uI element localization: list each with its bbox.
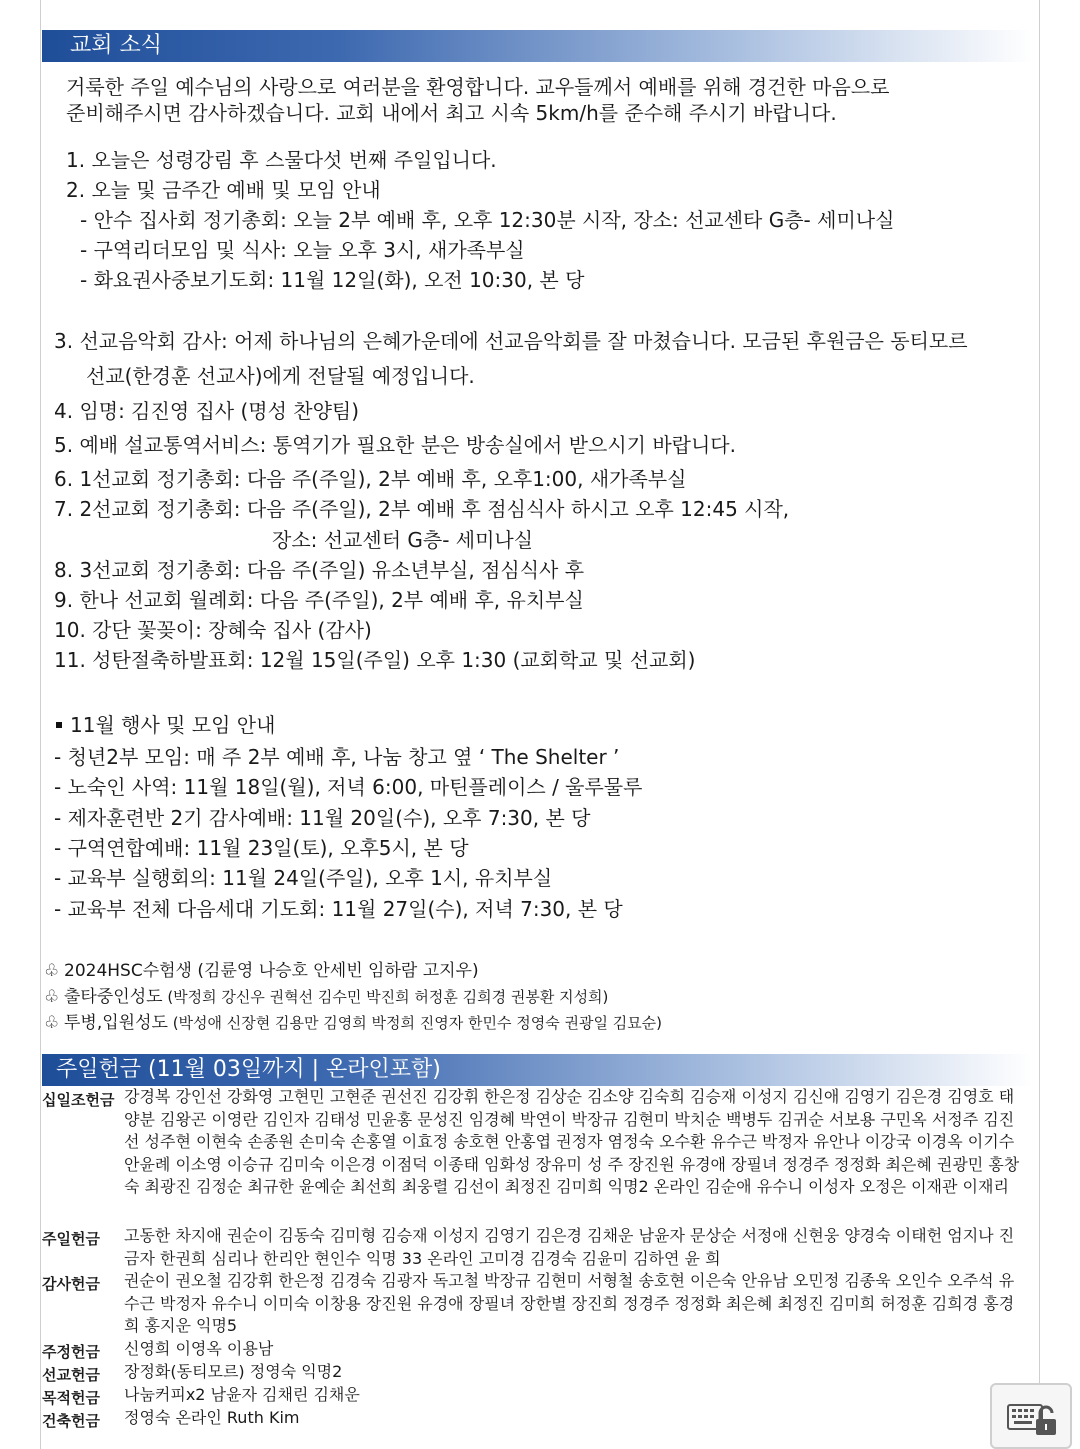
november-item-4: - 구역연합예배: 11월 23일(토), 오후5시, 본 당: [54, 836, 469, 860]
offering-label-purpose: 목적헌금: [42, 1389, 100, 1407]
offering-names-purpose: 나눔커피x2 남윤자 김채린 김채운: [124, 1385, 360, 1404]
november-item-2: - 노숙인 사역: 11월 18일(월), 저녁 6:00, 마틴플레이스 / 울루물루: [54, 775, 643, 799]
news-item-3: 3. 선교음악회 감사: 어제 하나님의 은혜가운데에 선교음악회를 잘 마쳤습니다. 모금된 후원금은 동티모르: [54, 329, 968, 353]
news-item-6: 6. 1선교회 정기총회: 다음 주(주일), 2부 예배 후, 오후1:00, 새가족부실: [54, 467, 687, 491]
news-item-2a: - 안수 집사회 정기총회: 오늘 2부 예배 후, 오후 12:30분 시작, 장소: 선교센타 G층- 세미나실: [80, 208, 895, 232]
news-item-2: 2. 오늘 및 금주간 예배 및 모임 안내: [66, 178, 381, 202]
news-section-header: 교회 소식: [42, 30, 1032, 62]
news-item-2b: - 구역리더모임 및 식사: 오늘 오후 3시, 새가족부실: [80, 238, 525, 262]
news-item-9: 9. 한나 선교회 월례회: 다음 주(주일), 2부 예배 후, 유치부실: [54, 588, 584, 612]
intro-line-2: 준비해주시면 감사하겠습니다. 교회 내에서 최고 시속 5km/h를 준수해 주시기 바랍니다.: [66, 101, 837, 125]
square-bullet-icon: [56, 722, 62, 728]
news-item-10: 10. 강단 꽃꽂이: 장혜숙 집사 (감사): [54, 618, 372, 642]
offering-names-sunday: 고동한 차지애 권순이 김동숙 김미형 김승재 이성지 김영기 김은경 김채운 남윤자 문상순 서정애 신현웅 양경숙 이태헌 엄지나 진금자 한권희 심리나 한리안 현인수 익명 33 온라인 고미경 김경숙 김윤미 김하연 윤 희: [124, 1226, 1015, 1268]
offering-label-thanks: 감사헌금: [42, 1275, 100, 1293]
offering-names-thanks: 권순이 권오철 김강휘 한은정 김경숙 김광자 독고철 박장규 김현미 서형철 송호현 이은숙 안유남 오민정 김종욱 오인수 오주석 유수근 박정자 유수니 이미숙 이창용 장진원 유경애 장필녀 장한별 장진희 정경주 정정화 최은혜 최정진 김미희 허정훈 김희경 홍경희 홍지운 익명5: [124, 1271, 1015, 1336]
prayer-label-2: 출타중인성도: [64, 987, 163, 1007]
clover-icon: ♧: [44, 1013, 60, 1033]
prayer-line-2: [44, 986, 608, 1008]
news-item-7-cont: 장소: 선교센터 G층- 세미나실: [272, 528, 534, 552]
offering-label-weekly: 주정헌금: [42, 1343, 100, 1361]
prayer-label-3: 투병,입원성도: [64, 1013, 168, 1033]
offering-names-weekly: 신영희 이영옥 이용남: [124, 1339, 274, 1358]
offering-section-header: 주일헌금 (11월 03일까지 | 온라인포함): [42, 1054, 1032, 1086]
clover-icon: ♧: [44, 987, 60, 1007]
november-item-1: - 청년2부 모임: 매 주 2부 예배 후, 나눔 창고 옆 ‘ The Shelter ’: [54, 745, 620, 769]
news-item-11: 11. 성탄절축하발표회: 12월 15일(주일) 오후 1:30 (교회학교 및 선교회): [54, 648, 696, 672]
offering-names-building: 정영숙 온라인 Ruth Kim: [124, 1408, 300, 1427]
november-item-6: - 교육부 전체 다음세대 기도회: 11월 27일(수), 저녁 7:30, 본 당: [54, 897, 623, 921]
news-item-7: 7. 2선교회 정기총회: 다음 주(주일), 2부 예배 후 점심식사 하시고 오후 12:45 시작,: [54, 497, 790, 521]
news-item-4: 4. 임명: 김진영 집사 (명성 찬양팀): [54, 399, 360, 423]
intro-line-1: 거룩한 주일 예수님의 사랑으로 여러분을 환영합니다. 교우들께서 예배를 위해 경건한 마음으로: [66, 75, 890, 99]
clover-icon: ♧: [44, 961, 60, 981]
offering-label-mission: 선교헌금: [42, 1366, 100, 1384]
prayer-names-1: (김륜영 나승호 안세빈 임하람 고지우): [191, 961, 479, 981]
november-item-3: - 제자훈련반 2기 감사예배: 11월 20일(수), 오후 7:30, 본 당: [54, 806, 591, 830]
offering-label-tithe: 십일조헌금: [42, 1091, 115, 1109]
keyboard-unlock-button[interactable]: [990, 1383, 1072, 1449]
offering-names-mission: 장정화(동티모르) 정영숙 익명2: [124, 1362, 343, 1381]
offering-label-sunday: 주일헌금: [42, 1230, 100, 1248]
offering-label-building: 건축헌금: [42, 1412, 100, 1430]
prayer-line-3: [44, 1012, 662, 1034]
november-title-text: 11월 행사 및 모임 안내: [70, 713, 276, 737]
prayer-label-1: 2024HSC수험생: [64, 961, 192, 981]
prayer-names-2: (박정희 강신우 권혁선 김수민 박진희 허정훈 김희경 권봉환 지성희): [162, 988, 609, 1006]
keyboard-unlock-icon: [1006, 1399, 1060, 1439]
november-item-5: - 교육부 실행회의: 11월 24일(주일), 오후 1시, 유치부실: [54, 866, 553, 890]
news-item-1: 1. 오늘은 성령강림 후 스물다섯 번째 주일입니다.: [66, 148, 497, 172]
news-item-8: 8. 3선교회 정기총회: 다음 주(주일) 유소년부실, 점심식사 후: [54, 558, 585, 582]
november-title: [56, 712, 275, 738]
prayer-names-3: (박성애 신장현 김용만 김영희 박정희 진영자 한민수 정영숙 권광일 김묘순): [167, 1014, 663, 1032]
news-item-2c: - 화요권사중보기도회: 11월 12일(화), 오전 10:30, 본 당: [80, 268, 585, 292]
offering-names-tithe: 강경복 강인선 강화영 고현민 고현준 권선진 김강휘 한은정 김상순 김소양 김숙희 김승재 이성지 김신애 김영기 김은경 김영호 태양분 김왕곤 이영란 김인자 김태성 민윤홍 문성진 임경혜 박연이 박장규 김현미 박치순 백병두 김귀순 서보용 구민옥 서정주 김진선 성주현 이현숙 손종원 손미숙 손홍열 이효정 송호현 안홍엽 권정자 염정숙 오수환 유수근 박정자 유안나 이강국 이경옥 이기수 안윤례 이소영 이승규 김미숙 이은경 이점덕 이종태 임화성 장유미 성 주 장진원 유경애 장필녀 정경주 정정화 최은혜 권광민 홍창숙 최광진 김정순 최규한 윤예순 최선희 최웅렬 김선이 최정진 김미희 익명2 온라인 김순애 유수니 이성자 오정은 이재관 이재리: [124, 1087, 1020, 1197]
news-item-3-cont: 선교(한경훈 선교사)에게 전달될 예정입니다.: [86, 364, 475, 388]
news-item-5: 5. 예배 설교통역서비스: 통역기가 필요한 분은 방송실에서 받으시기 바랍니다.: [54, 433, 736, 457]
prayer-line-1: [44, 960, 479, 982]
